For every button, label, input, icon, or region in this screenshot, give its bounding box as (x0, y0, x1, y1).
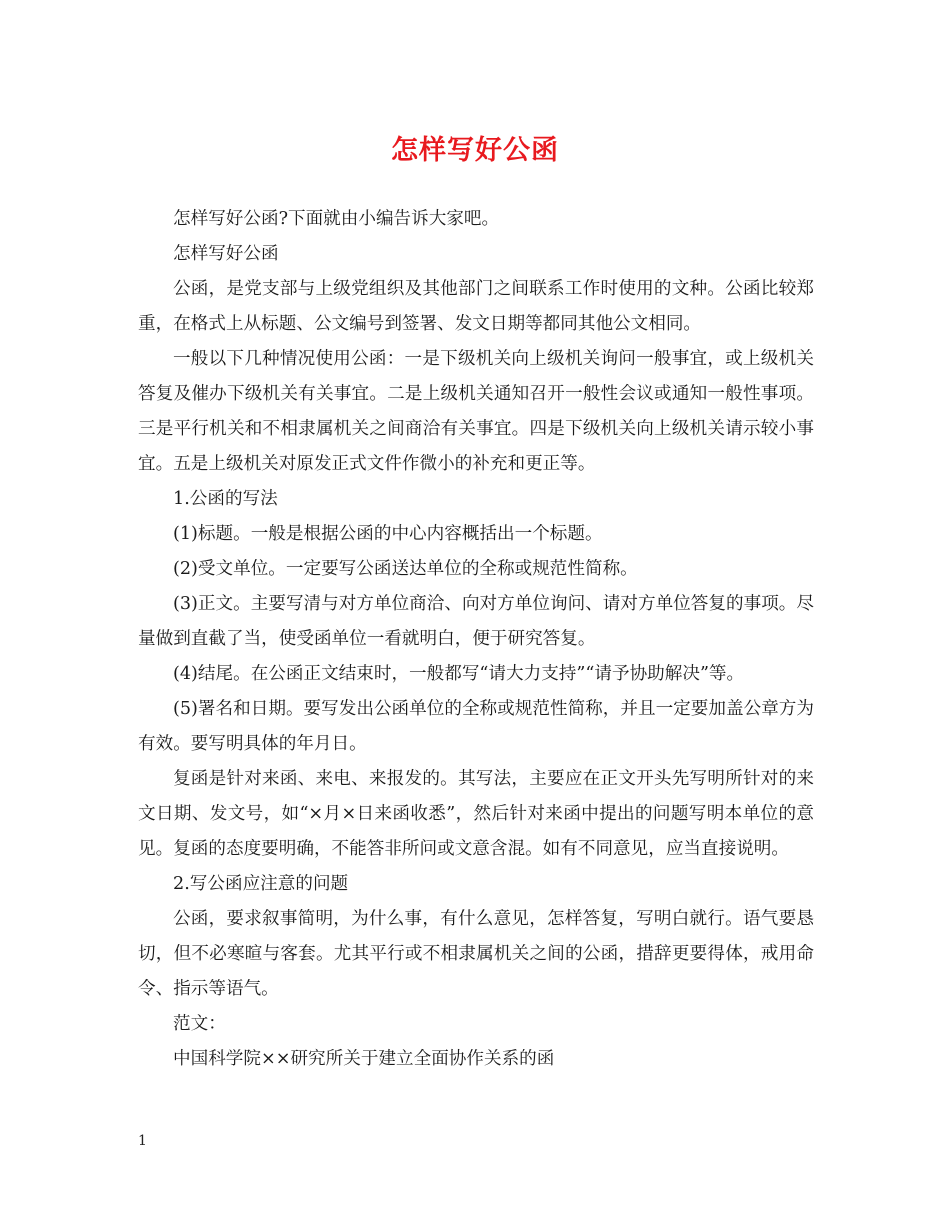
paragraph-item-recipient: (2)受文单位。一定要写公函送达单位的全称或规范性简称。 (173, 559, 638, 579)
paragraph-reply-letter: 复函是针对来函、来电、来报发的。其写法，主要应在正文开头先写明所针对的来文日期、发文号，如“×月×日来函收悉”，然后针对来函中提出的问题写明本单位的意见。复函的态度要明确，不能答非所问或文意含混。如有不同意见，应当直接说明。 (138, 769, 814, 859)
paragraph-notes: 公函，要求叙事简明，为什么事，有什么意见，怎样答复，写明白就行。语气要恳切，但不必寒暄与客套。尤其平行或不相隶属机关之间的公函，措辞更要得体，戒用命令、指示等语气。 (138, 909, 814, 999)
paragraph-sample-label: 范文： (173, 1014, 226, 1034)
paragraph-item-signature: (5)署名和日期。要写发出公函单位的全称或规范性简称，并且一定要加盖公章方为有效。要写明具体的年月日。 (138, 699, 814, 754)
paragraph-subtitle: 怎样写好公函 (173, 244, 279, 264)
paragraph-definition: 公函，是党支部与上级党组织及其他部门之间联系工作时使用的文种。公函比较郑重，在格式上从标题、公文编号到签署、发文日期等都同其他公文相同。 (138, 279, 814, 334)
page-title: 怎样写好公函 (391, 135, 559, 166)
paragraph-usage-cases: 一般以下几种情况使用公函：一是下级机关向上级机关询问一般事宜，或上级机关答复及催办下级机关有关事宜。二是上级机关通知召开一般性会议或通知一般性事项。三是平行机关和不相隶属机关之间商洽有关事宜。四是下级机关向上级机关请示较小事宜。五是上级机关对原发正式文件作微小的补充和更正等。 (138, 349, 814, 474)
section-heading-notes: 2.写公函应注意的问题 (173, 874, 349, 894)
paragraph-item-title: (1)标题。一般是根据公函的中心内容概括出一个标题。 (173, 524, 603, 544)
section-heading-writing-method: 1.公函的写法 (173, 489, 278, 509)
paragraph-item-ending: (4)结尾。在公函正文结束时，一般都写“请大力支持”“请予协助解决”等。 (173, 664, 745, 684)
paragraph-sample-title: 中国科学院××研究所关于建立全面协作关系的函 (173, 1049, 555, 1069)
document-body (138, 202, 814, 1077)
paragraph-intro: 怎样写好公函?下面就由小编告诉大家吧。 (173, 209, 500, 229)
page-number: 1 (138, 1133, 147, 1149)
paragraph-item-body: (3)正文。主要写清与对方单位商洽、向对方单位询问、请对方单位答复的事项。尽量做到直截了当，使受函单位一看就明白，便于研究答复。 (138, 594, 814, 649)
